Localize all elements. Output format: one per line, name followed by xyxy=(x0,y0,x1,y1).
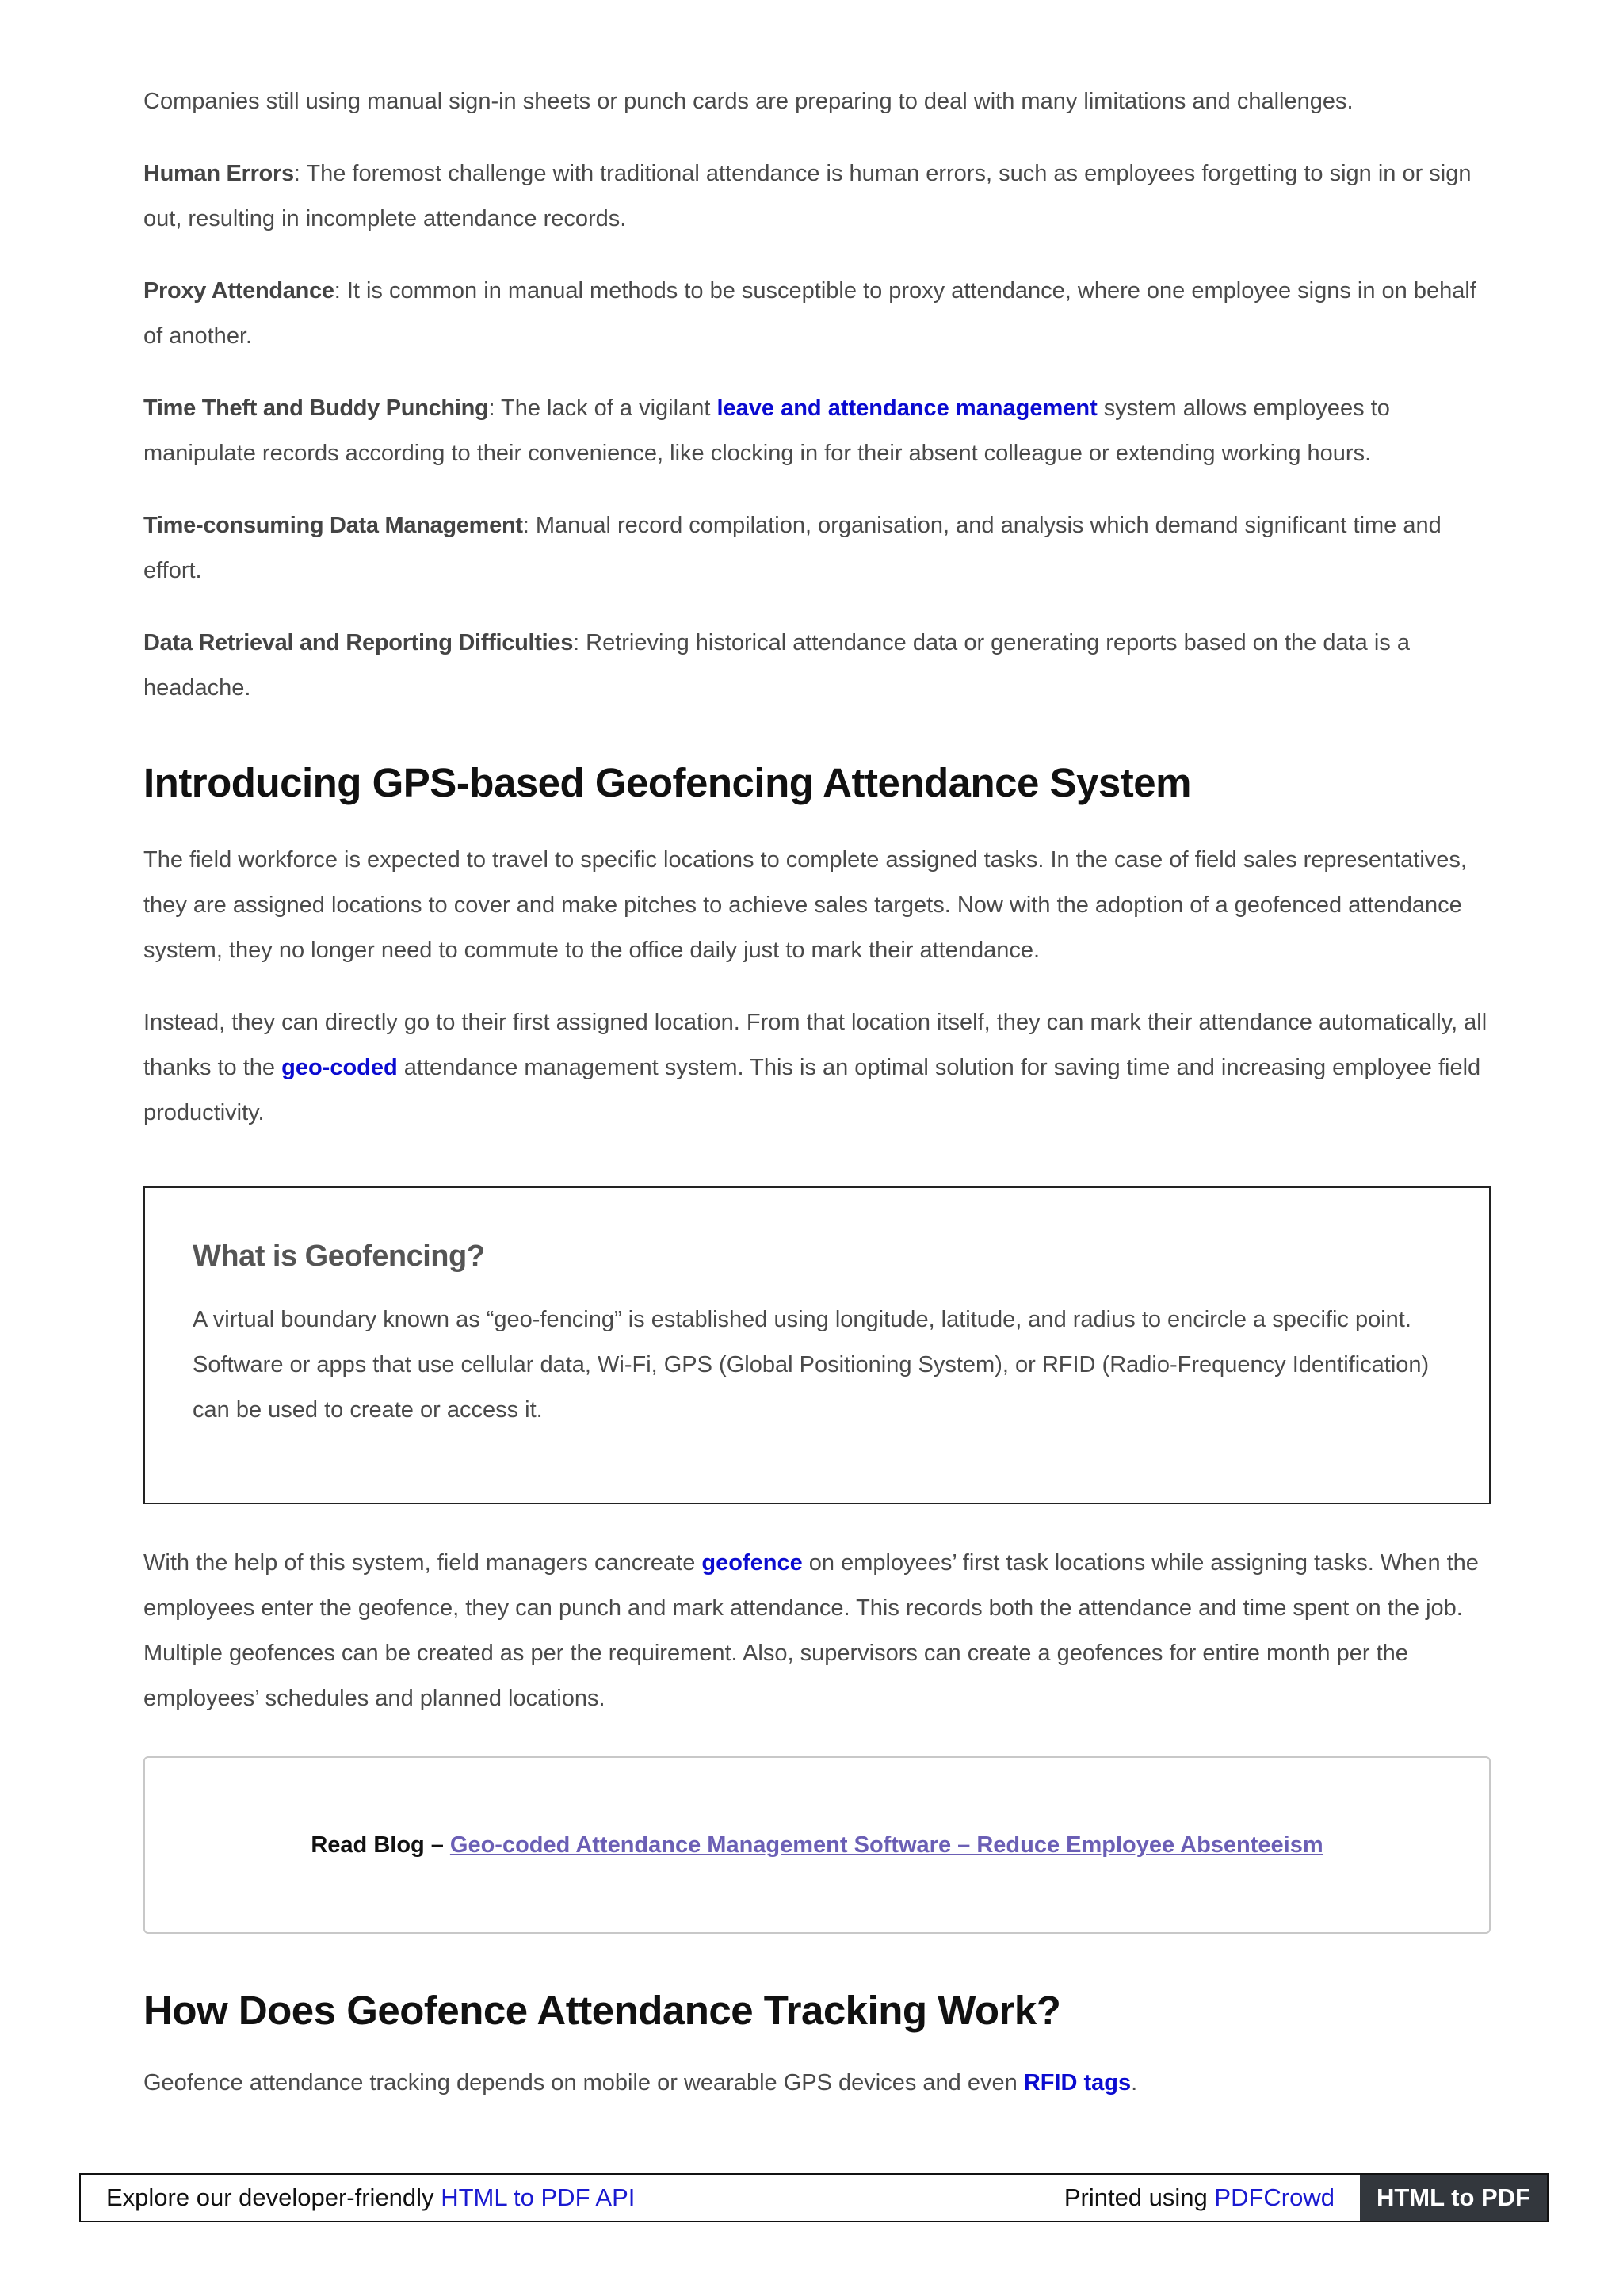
challenge-title: Proxy Attendance xyxy=(143,278,334,304)
paragraph-text: . xyxy=(1131,2070,1138,2095)
paragraph-text: on employees’ first task locations while assigning tasks. When the employees enter the geofence, they can punch and mark attendance. This records both the attendance and time spent on the job. Multiple geofences can be created as per the requirement. Also, supervisors can create a geofences for entire month per the employees’ schedules and planned locations. xyxy=(143,1550,1479,1711)
read-blog-link[interactable]: Geo-coded Attendance Management Software – Reduce Employee Absenteeism xyxy=(449,1832,1323,1858)
rfid-tags-link[interactable]: RFID tags xyxy=(1023,2070,1132,2095)
leave-attendance-management-link[interactable]: leave and attendance management xyxy=(716,395,1098,421)
section-paragraph xyxy=(143,1541,1491,1721)
challenge-data-management xyxy=(143,503,1491,594)
challenge-data-retrieval xyxy=(143,621,1491,711)
geo-coded-link[interactable]: geo-coded xyxy=(281,1055,398,1080)
challenge-title: Data Retrieval and Reporting Difficulties xyxy=(143,630,574,655)
intro-paragraph: Companies still using manual sign-in sheets or punch cards are preparing to deal with many limitations and challenges. xyxy=(143,89,1354,114)
infobox-title: What is Geofencing? xyxy=(193,1240,485,1273)
footer-left-text: Explore our developer-friendly xyxy=(106,2183,434,2211)
section-paragraph xyxy=(143,2061,1491,2106)
read-blog-separator: – xyxy=(430,1832,444,1858)
section-introducing-geofencing xyxy=(143,755,1491,1136)
pdfcrowd-footer-bar xyxy=(79,2173,1549,2222)
paragraph-text: Instead, they can directly go to their first assigned location. From that location itself, they can mark their attendance automatically, all thanks to the xyxy=(143,1010,1487,1080)
challenge-text: : Manual record compilation, organisation, and analysis which demand significant time and effort. xyxy=(143,513,1442,583)
footer-printed-text: Printed using xyxy=(1064,2183,1208,2211)
challenge-text: : It is common in manual methods to be susceptible to proxy attendance, where one employee signs in on behalf of another. xyxy=(143,278,1476,349)
section-how-it-works xyxy=(143,1983,1491,2106)
read-blog-label: Read Blog xyxy=(311,1832,425,1858)
challenge-title: Time-consuming Data Management xyxy=(143,513,523,538)
footer-middle xyxy=(1064,2175,1360,2221)
section-heading: How Does Geofence Attendance Tracking Work? xyxy=(143,1988,1061,2033)
paragraph-text: Geofence attendance tracking depends on mobile or wearable GPS devices and even xyxy=(143,2070,1024,2095)
section-heading: Introducing GPS-based Geofencing Attendance System xyxy=(143,760,1191,805)
section-paragraph xyxy=(143,1000,1491,1136)
challenge-human-errors xyxy=(143,151,1491,242)
paragraph-text: With the help of this system, field managers cancreate xyxy=(143,1550,702,1576)
pdfcrowd-link[interactable]: PDFCrowd xyxy=(1214,2183,1335,2211)
challenge-text: system allows employees to manipulate records according to their convenience, like clocking in for their absent colleague or extending working hours. xyxy=(143,395,1390,466)
geofence-explanation xyxy=(143,1541,1491,1721)
challenge-proxy-attendance xyxy=(143,269,1491,359)
challenge-time-theft xyxy=(143,386,1491,476)
challenge-text: : The foremost challenge with traditional attendance is human errors, such as employees forgetting to sign in or sign out, resulting in incomplete attendance records. xyxy=(143,161,1472,231)
infobox-text: A virtual boundary known as “geo-fencing” is established using longitude, latitude, and radius to encircle a specific point. Software or apps that use cellular data, Wi-Fi, GPS (Global Positioning System), or RFID (Radio-Frequency Identification) can be used to create or access it. xyxy=(193,1307,1430,1423)
challenge-title: Time Theft and Buddy Punching xyxy=(143,395,489,421)
article-content xyxy=(143,79,1491,2106)
geofence-link[interactable]: geofence xyxy=(701,1550,803,1576)
section-paragraph: The field workforce is expected to travel to specific locations to complete assigned tasks. In the case of field sales representatives, they are assigned locations to cover and make pitches to achieve sales targets. Now with the adoption of a geofenced attendance system, they no longer need to commute to the office daily just to mark their attendance. xyxy=(143,847,1467,963)
challenge-title: Human Errors xyxy=(143,161,294,186)
read-blog-callout xyxy=(143,1756,1491,1934)
challenge-text: : Retrieving historical attendance data or generating reports based on the data is a headache. xyxy=(143,630,1410,701)
what-is-geofencing-box xyxy=(143,1186,1491,1504)
html-to-pdf-api-link[interactable]: HTML to PDF API xyxy=(441,2183,636,2211)
challenge-text: : The lack of a vigilant xyxy=(488,395,717,421)
footer-left xyxy=(81,2175,1064,2221)
html-to-pdf-button[interactable]: HTML to PDF xyxy=(1360,2175,1547,2221)
paragraph-text: attendance management system. This is an optimal solution for saving time and increasing employee field productivity. xyxy=(143,1055,1481,1125)
